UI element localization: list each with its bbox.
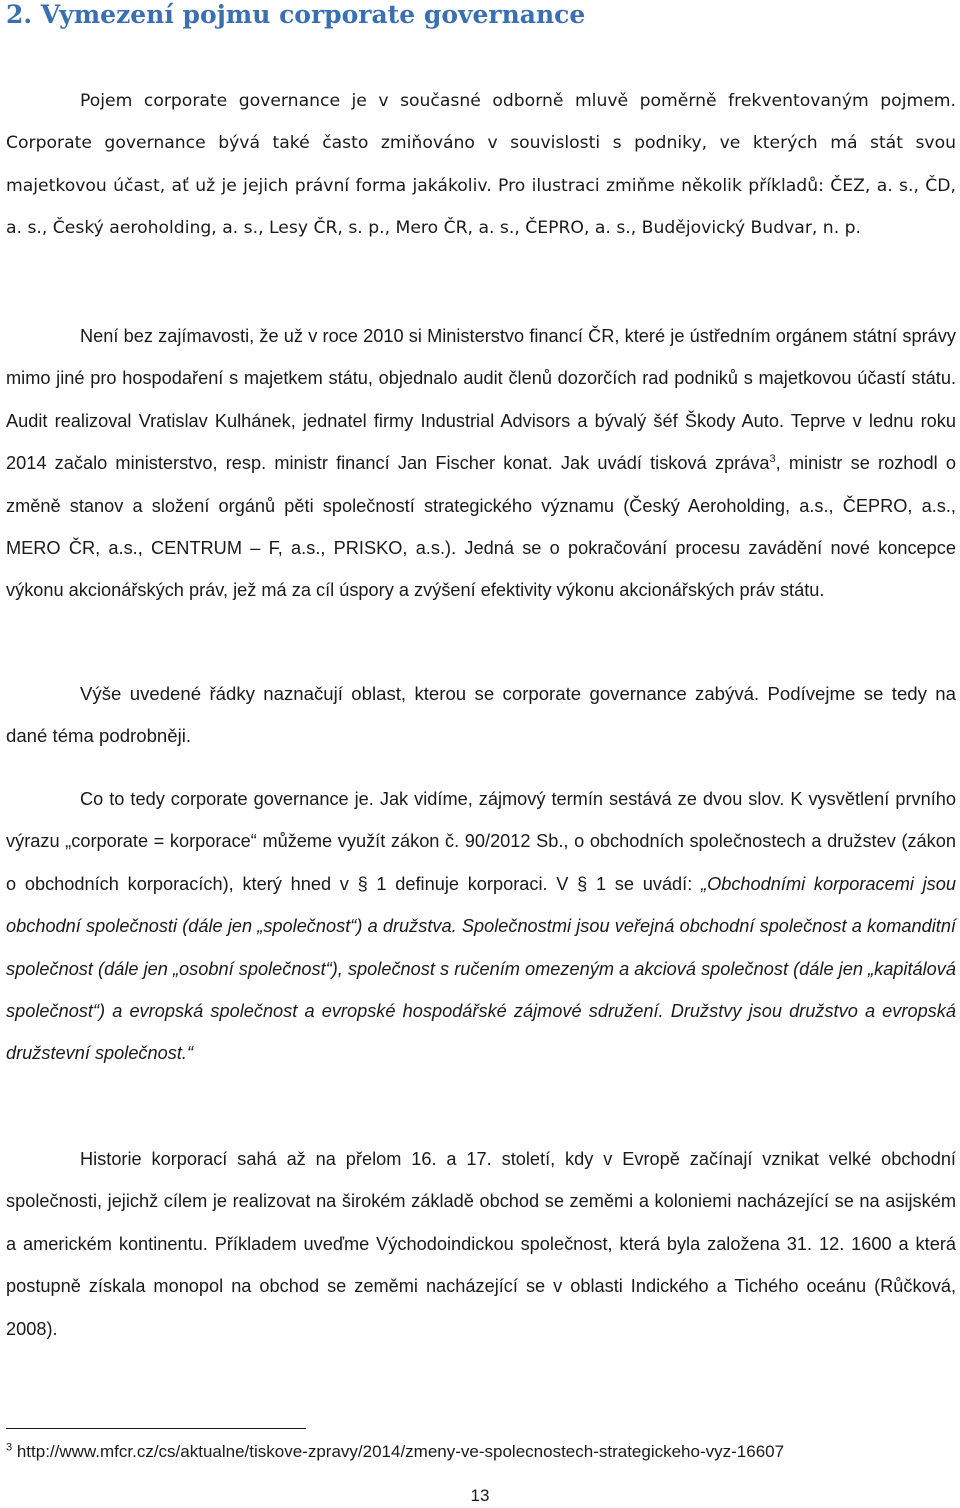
paragraph-intro: Pojem corporate governance je v současné odborně mluvě poměrně frekventovaným pojmem. Corporate governance bývá také často zmiňováno v souvislosti s podniky, ve kterých má stát svou majetkovou účast, ať už je jejich právní forma jakákoliv. Pro ilustraci zmiňme několik příkladů: ČEZ, a. s., ČD, a. s., Český aeroholding, a. s., Lesy ČR, s. p., Mero ČR, a. s., ČEPRO, a. s., Budějovický Budvar, n. p. <box>6 91 956 239</box>
law-quotation: „Obchodními korporacemi jsou obchodní společnosti (dále jen „společnost“) a družstva. Společnostmi jsou veřejná obchodní společnost a komanditní společnost (dále jen „osobní společnost“), společnost s ručením omezeným a akciová společnost (dále jen „kapitálová společnost“) a evropská společnost a evropské hospodářské zájmové sdružení. Družstvy jsou družstvo a evropská družstevní společnost.“ <box>6 873 957 1064</box>
page-number: 13 <box>470 1486 490 1505</box>
footnote-divider <box>6 1428 306 1429</box>
paragraph-definition-text: Co to tedy corporate governance je. Jak vidíme, zájmový termín sestává ze dvou slov. K vysvětlení prvního výrazu „corporate = korporace“ můžeme využít zákon č. 90/2012 Sb., o obchodních společnostech a družstev (zákon o obchodních korporacích), který hned v § 1 definuje korporaci. V § 1 se uvádí: <box>6 789 956 894</box>
footnote-reference[interactable]: 3 <box>769 453 776 466</box>
paragraph-transition: Výše uvedené řádky naznačují oblast, kterou se corporate governance zabývá. Podívejme se tedy na dané téma podrobněji. <box>6 683 956 747</box>
footnote-link[interactable]: http://www.mfcr.cz/cs/aktualne/tiskove-zpravy/2014/zmeny-ve-spolecnostech-strategickeho-vyz-16607 <box>12 1442 785 1461</box>
section-heading: 2. Vymezení pojmu corporate governance <box>6 0 586 29</box>
paragraph-definition <box>6 778 956 1075</box>
paragraph-ministry-audit-text-cont: , ministr se rozhodl o změně stanov a složení orgánů pěti společností strategického významu (Český Aeroholding, a.s., ČEPRO, a.s., MERO ČR, a.s., CENTRUM – F, a.s., PRISKO, a.s.). Jedná se o pokračování procesu zavádění nové koncepce výkonu akcionářských práv, jež má za cíl úspory a zvýšení efektivity výkonu akcionářských práv státu. <box>6 453 957 601</box>
paragraph-history: Historie korporací sahá až na přelom 16. a 17. století, kdy v Evropě začínají vznikat velké obchodní společnosti, jejichž cílem je realizovat na širokém základě obchod se zeměmi a koloniemi nacházející se na asijském a americkém kontinentu. Příkladem uveďme Východoindickou společnost, která byla založena 31. 12. 1600 a která postupně získala monopol na obchod se zeměmi nacházející se v oblasti Indického a Tichého oceánu (Růčková, 2008). <box>6 1149 956 1339</box>
footnote <box>6 1440 784 1464</box>
paragraph-ministry-audit-text: Není bez zajímavosti, že už v roce 2010 si Ministerstvo financí ČR, které je ústředním orgánem státní správy mimo jiné pro hospodaření s majetkem státu, objednalo audit členů dozorčích rad podniků s majetkovou účastí státu. Audit realizoval Vratislav Kulhánek, jednatel firmy Industrial Advisors a bývalý šéf Škody Auto. Teprve v lednu roku 2014 začalo ministerstvo, resp. ministr financí Jan Fischer konat. Jak uvádí tisková zpráva <box>6 326 956 474</box>
paragraph-ministry-audit <box>6 315 956 612</box>
footnote-number: 3 <box>6 1441 13 1454</box>
